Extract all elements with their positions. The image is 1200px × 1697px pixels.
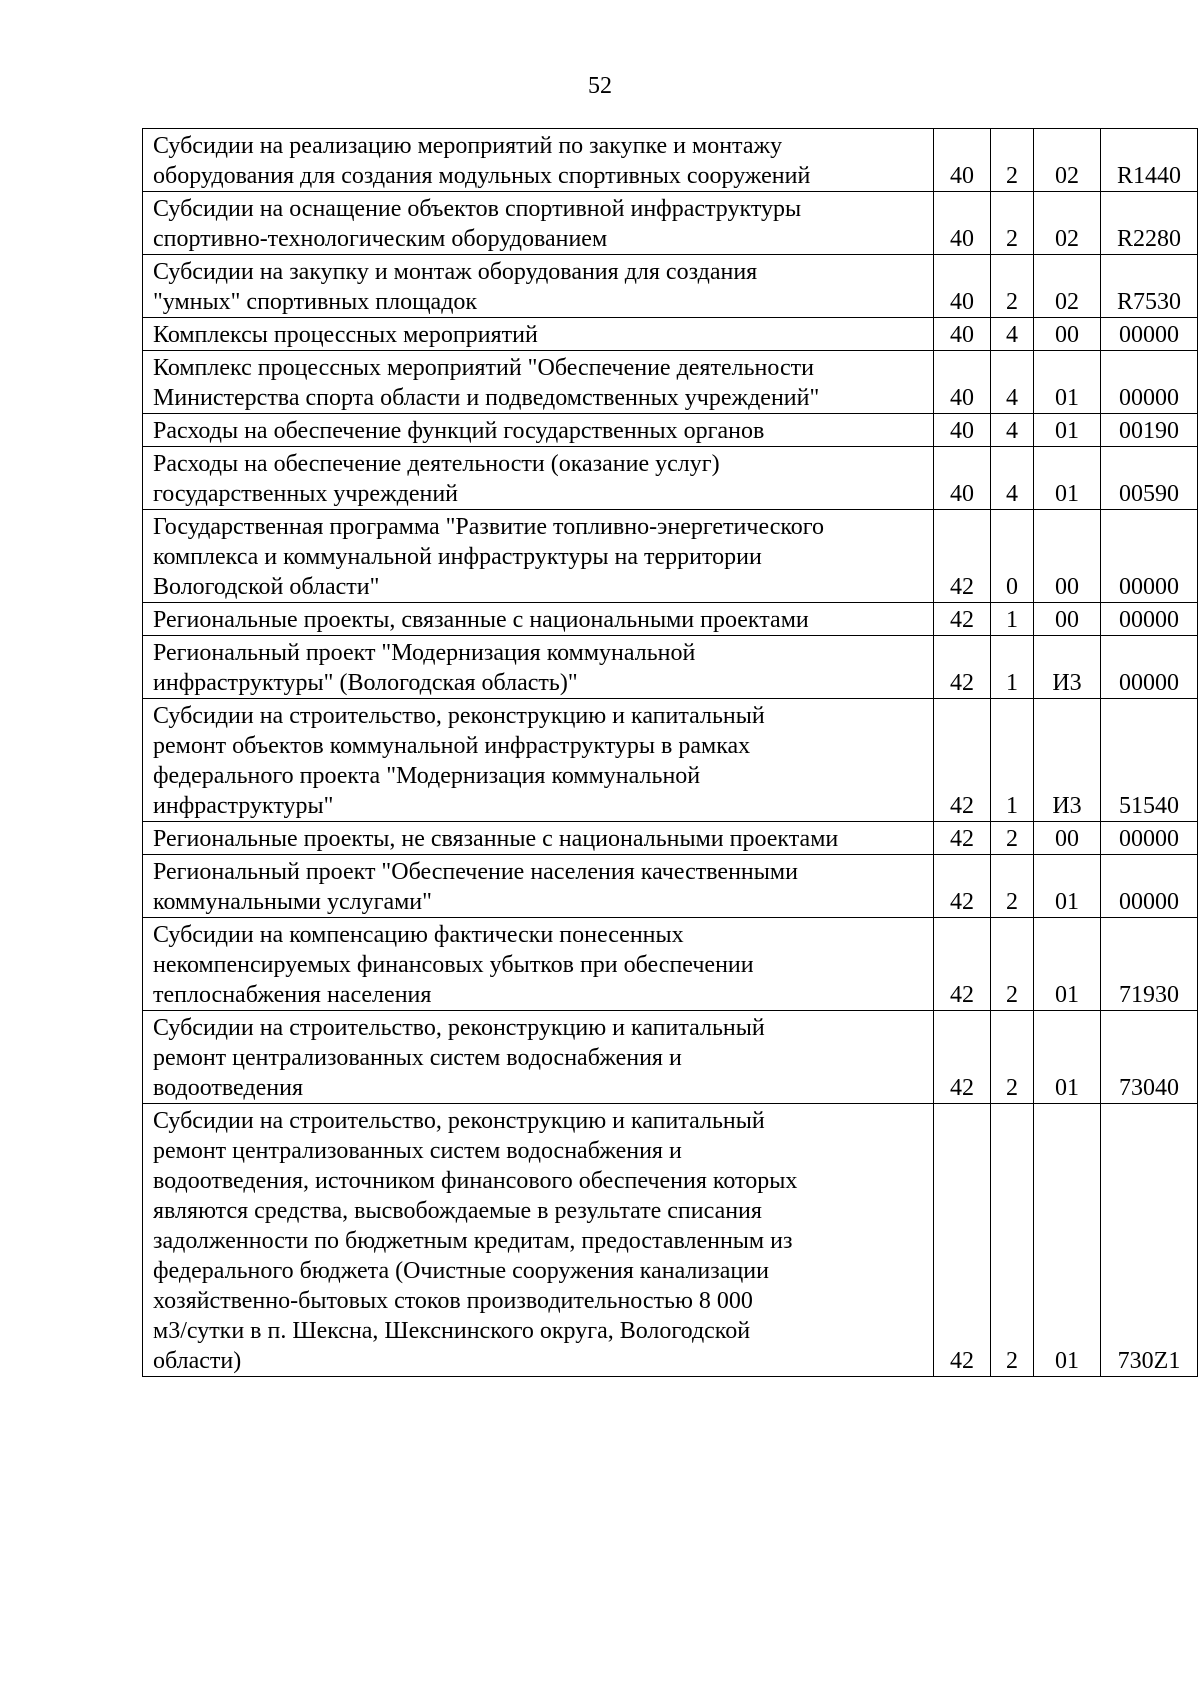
- direction-code-cell: 00000: [1101, 636, 1198, 699]
- section-code-cell: 42: [934, 822, 991, 855]
- subsection-code-cell: 2: [991, 192, 1034, 255]
- table-row: [143, 192, 1198, 255]
- direction-code-cell: 00000: [1101, 855, 1198, 918]
- item-code-cell: И3: [1034, 699, 1101, 822]
- direction-code-cell: 730Z1: [1101, 1104, 1198, 1377]
- direction-code-cell: 00000: [1101, 603, 1198, 636]
- subsection-code-cell: 1: [991, 699, 1034, 822]
- item-code-cell: 01: [1034, 1104, 1101, 1377]
- table-body: [143, 129, 1198, 1377]
- item-code-cell: 01: [1034, 351, 1101, 414]
- table-row: [143, 1011, 1198, 1104]
- row-name-cell: Субсидии на закупку и монтаж оборудования для создания "умных" спортивных площадок: [143, 255, 934, 318]
- subsection-code-cell: 2: [991, 1011, 1034, 1104]
- row-name-cell: Региональные проекты, связанные с национальными проектами: [143, 603, 934, 636]
- subsection-code-cell: 4: [991, 318, 1034, 351]
- table-row: [143, 603, 1198, 636]
- direction-code-cell: 00000: [1101, 510, 1198, 603]
- row-name-cell: Субсидии на оснащение объектов спортивной инфраструктуры спортивно-технологическим оборудованием: [143, 192, 934, 255]
- item-code-cell: 00: [1034, 318, 1101, 351]
- direction-code-cell: 00000: [1101, 822, 1198, 855]
- section-code-cell: 40: [934, 318, 991, 351]
- item-code-cell: 01: [1034, 447, 1101, 510]
- section-code-cell: 40: [934, 447, 991, 510]
- subsection-code-cell: 2: [991, 255, 1034, 318]
- subsection-code-cell: 2: [991, 855, 1034, 918]
- table-row: [143, 822, 1198, 855]
- item-code-cell: 02: [1034, 129, 1101, 192]
- row-name-cell: Региональный проект "Обеспечение населения качественными коммунальными услугами": [143, 855, 934, 918]
- table-row: [143, 855, 1198, 918]
- direction-code-cell: 00590: [1101, 447, 1198, 510]
- item-code-cell: 00: [1034, 822, 1101, 855]
- section-code-cell: 40: [934, 129, 991, 192]
- item-code-cell: 00: [1034, 603, 1101, 636]
- subsection-code-cell: 2: [991, 822, 1034, 855]
- direction-code-cell: R2280: [1101, 192, 1198, 255]
- section-code-cell: 42: [934, 603, 991, 636]
- item-code-cell: И3: [1034, 636, 1101, 699]
- table-row: [143, 918, 1198, 1011]
- row-name-cell: Государственная программа "Развитие топливно-энергетического комплекса и коммунальной инфраструктуры на территории Вологодской области": [143, 510, 934, 603]
- section-code-cell: 42: [934, 1011, 991, 1104]
- section-code-cell: 42: [934, 510, 991, 603]
- page-number: 52: [588, 73, 612, 99]
- row-name-cell: Субсидии на реализацию мероприятий по закупке и монтажу оборудования для создания модульных спортивных сооружений: [143, 129, 934, 192]
- row-name-cell: Региональные проекты, не связанные с национальными проектами: [143, 822, 934, 855]
- row-name-cell: Расходы на обеспечение функций государственных органов: [143, 414, 934, 447]
- item-code-cell: 01: [1034, 1011, 1101, 1104]
- item-code-cell: 00: [1034, 510, 1101, 603]
- table-row: [143, 510, 1198, 603]
- subsection-code-cell: 2: [991, 918, 1034, 1011]
- direction-code-cell: 00000: [1101, 351, 1198, 414]
- section-code-cell: 40: [934, 351, 991, 414]
- row-name-cell: Комплекс процессных мероприятий "Обеспечение деятельности Министерства спорта области и подведомственных учреждений": [143, 351, 934, 414]
- row-name-cell: Региональный проект "Модернизация коммунальной инфраструктуры" (Вологодская область)": [143, 636, 934, 699]
- section-code-cell: 42: [934, 918, 991, 1011]
- table-row: [143, 414, 1198, 447]
- table-row: [143, 351, 1198, 414]
- item-code-cell: 01: [1034, 855, 1101, 918]
- row-name-cell: Субсидии на строительство, реконструкцию и капитальный ремонт централизованных систем водоснабжения и водоотведения, источником финансового обеспечения которых являются средства, высвобождаемые в результате списания задолженности по бюджетным кредитам, предоставленным из федерального бюджета (Очистные сооружения канализации хозяйственно-бытовых стоков производительностью 8 000 м3/сутки в п. Шексна, Шекснинского округа, Вологодской области): [143, 1104, 934, 1377]
- section-code-cell: 42: [934, 1104, 991, 1377]
- table-row: [143, 699, 1198, 822]
- direction-code-cell: 51540: [1101, 699, 1198, 822]
- direction-code-cell: R1440: [1101, 129, 1198, 192]
- subsection-code-cell: 4: [991, 414, 1034, 447]
- row-name-cell: Субсидии на строительство, реконструкцию и капитальный ремонт централизованных систем водоснабжения и водоотведения: [143, 1011, 934, 1104]
- subsection-code-cell: 2: [991, 1104, 1034, 1377]
- section-code-cell: 42: [934, 636, 991, 699]
- table-row: [143, 636, 1198, 699]
- table-row: [143, 129, 1198, 192]
- table-row: [143, 318, 1198, 351]
- direction-code-cell: R7530: [1101, 255, 1198, 318]
- item-code-cell: 02: [1034, 255, 1101, 318]
- section-code-cell: 42: [934, 855, 991, 918]
- subsection-code-cell: 1: [991, 636, 1034, 699]
- section-code-cell: 40: [934, 414, 991, 447]
- row-name-cell: Субсидии на компенсацию фактически понесенных некомпенсируемых финансовых убытков при обеспечении теплоснабжения населения: [143, 918, 934, 1011]
- subsection-code-cell: 1: [991, 603, 1034, 636]
- row-name-cell: Расходы на обеспечение деятельности (оказание услуг) государственных учреждений: [143, 447, 934, 510]
- item-code-cell: 01: [1034, 918, 1101, 1011]
- subsection-code-cell: 0: [991, 510, 1034, 603]
- item-code-cell: 02: [1034, 192, 1101, 255]
- section-code-cell: 42: [934, 699, 991, 822]
- budget-table: [142, 128, 1198, 1377]
- direction-code-cell: 73040: [1101, 1011, 1198, 1104]
- subsection-code-cell: 2: [991, 129, 1034, 192]
- direction-code-cell: 71930: [1101, 918, 1198, 1011]
- direction-code-cell: 00190: [1101, 414, 1198, 447]
- section-code-cell: 40: [934, 255, 991, 318]
- table-row: [143, 1104, 1198, 1377]
- direction-code-cell: 00000: [1101, 318, 1198, 351]
- item-code-cell: 01: [1034, 414, 1101, 447]
- subsection-code-cell: 4: [991, 351, 1034, 414]
- table-row: [143, 255, 1198, 318]
- subsection-code-cell: 4: [991, 447, 1034, 510]
- section-code-cell: 40: [934, 192, 991, 255]
- row-name-cell: Комплексы процессных мероприятий: [143, 318, 934, 351]
- table-row: [143, 447, 1198, 510]
- row-name-cell: Субсидии на строительство, реконструкцию и капитальный ремонт объектов коммунальной инфраструктуры в рамках федерального проекта "Модернизация коммунальной инфраструктуры": [143, 699, 934, 822]
